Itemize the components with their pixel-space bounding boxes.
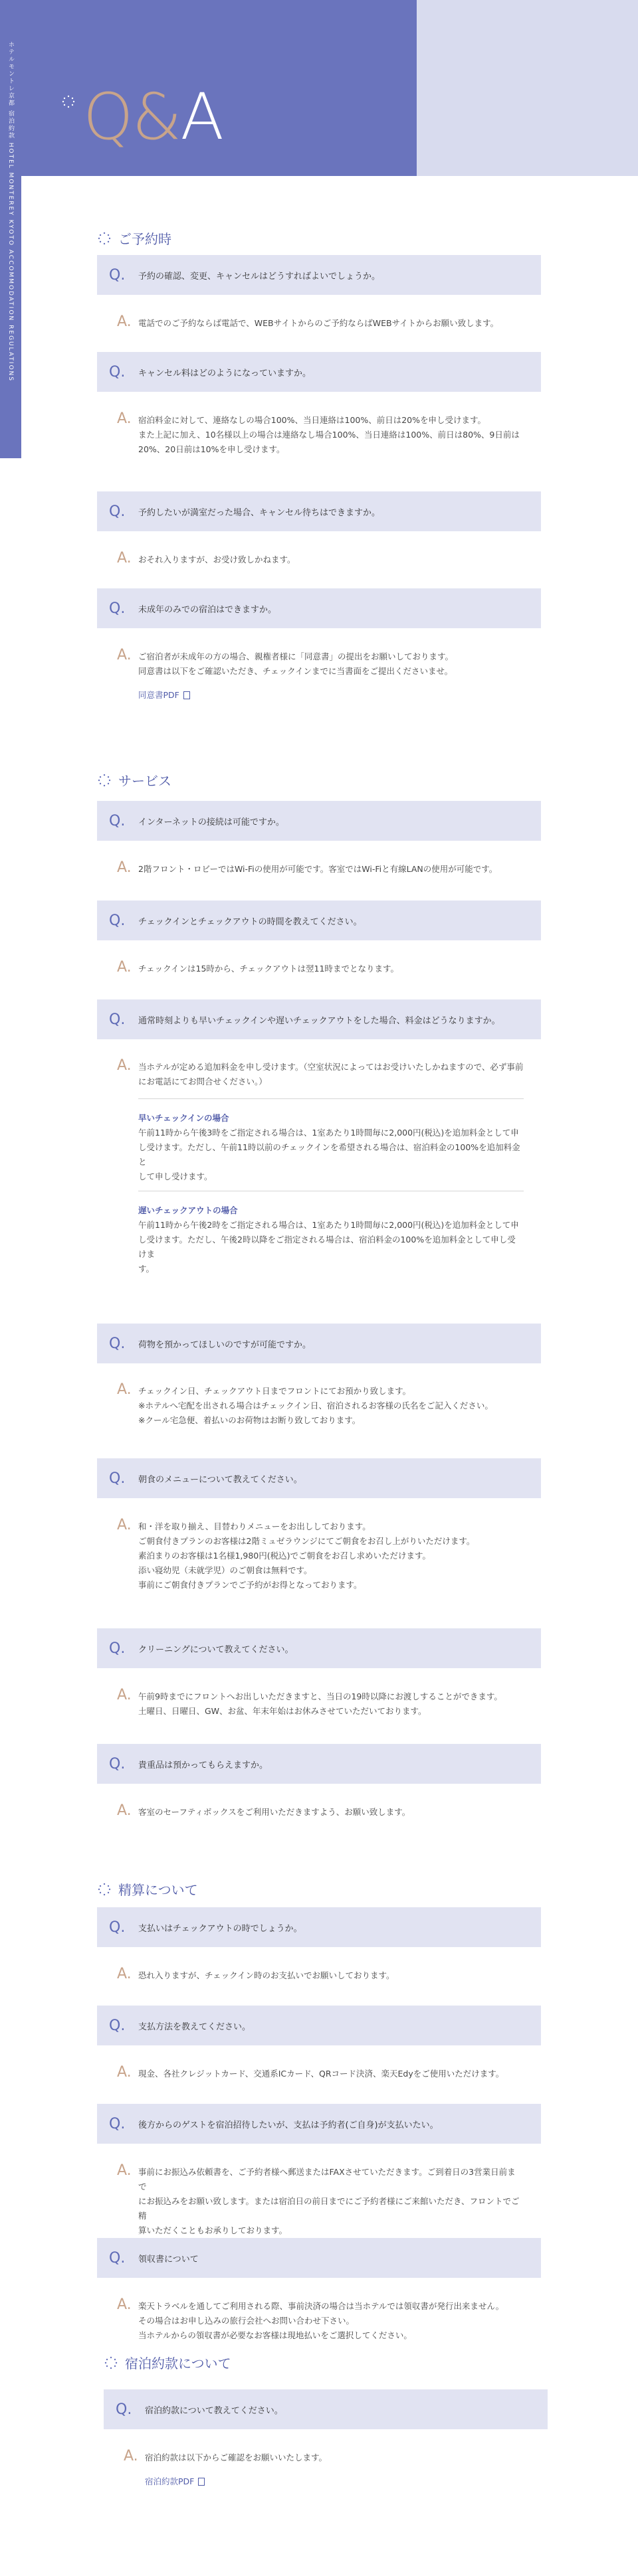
answer-text: 2階フロント・ロビーではWi-Fiの使用が可能です。客室ではWi-Fiと有線LANの使用が可能です。 [138, 864, 498, 874]
answer-text: 同意書は以下をご確認いただき、チェックインまでに当書面をご提出くださいませ。 [138, 666, 453, 676]
answer-block [97, 1380, 541, 1433]
answer-text: ご宿泊者が未成年の方の場合、親権者様に「同意書」の提出をお願いしております。 [138, 651, 454, 661]
question-mark: Q. [109, 1470, 126, 1487]
answer-text: 恐れ入りますが、チェックイン時のお支払いでお願いしております。 [138, 1970, 395, 1980]
question-text: キャンセル料はどのようになっていますか。 [138, 368, 312, 379]
answer-block [97, 2161, 541, 2235]
answer-mark: A. [117, 313, 132, 330]
question-mark: Q. [109, 2115, 126, 2132]
answer-text: す。 [138, 1264, 155, 1274]
answer-text: して申し受けます。 [138, 1171, 213, 1181]
question-text: 宿泊約款について教えてください。 [145, 2405, 283, 2416]
answer-text: チェックインは15時から、チェックアウトは翌11時までとなります。 [138, 964, 399, 974]
answer-block [97, 2295, 541, 2348]
question-mark: Q. [109, 2017, 126, 2034]
answer-text: 午前9時までにフロントへお出しいただきますと、当日の19時以降にお渡しすることができます。 [138, 1691, 502, 1701]
hero-band-light [417, 0, 638, 176]
question-mark: Q. [109, 1011, 126, 1028]
answer-mark: A. [117, 550, 132, 566]
answer-text: おそれ入りますが、お受け致しかねます。 [138, 555, 296, 564]
answer-text: その場合はお申し込みの旅行会社へお問い合わせ下さい。 [138, 2316, 355, 2326]
answer-text: にお電話にてお問合せください。） [138, 1076, 267, 1086]
question-mark: Q. [109, 600, 126, 617]
answer-mark: A. [117, 2162, 132, 2179]
side-brand-text: ホテルモントレ京都 宿泊約款 HOTEL MONTEREY KYOTO ACCOMMODATION REGULATIONS [7, 41, 14, 382]
question-mark: Q. [109, 363, 126, 381]
question-row[interactable] [97, 901, 541, 940]
answer-text: 20%、20日前は10%を申し受けます。 [138, 444, 285, 454]
question-row[interactable] [97, 2238, 541, 2278]
answer-text: チェックイン日、チェックアウト日までフロントにてお預かり致します。 [138, 1386, 411, 1396]
question-text: 未成年のみでの宿泊はできますか。 [138, 604, 277, 615]
answer-text: 宿泊料金に対して、連絡なしの場合100%、当日連絡は100%、前日は20%を申し受けます。 [138, 415, 486, 425]
question-mark: Q. [116, 2401, 132, 2418]
answer-mark: A. [117, 1517, 132, 1533]
answer-block [97, 312, 541, 339]
section-title-service: サービス [97, 770, 171, 790]
answer-text: 素泊まりのお客様は1名様1,980円(税込)でご朝食をお召し求めいただけます。 [138, 1551, 431, 1561]
question-row[interactable] [97, 2104, 541, 2144]
question-row[interactable] [97, 491, 541, 531]
question-row[interactable] [97, 255, 541, 295]
answer-block [97, 958, 541, 984]
section-title-reservation: ご予約時 [97, 228, 171, 248]
answer-text: 当ホテルが定める追加料金を申し受けます。（空室状況によってはお受けいたしかねますので、必ず事前 [138, 1062, 524, 1072]
answer-text: 事前にご朝食付きプランでご予約がお得となっております。 [138, 1580, 362, 1590]
question-row[interactable] [97, 2006, 541, 2045]
question-text: 領収書について [138, 2254, 199, 2265]
side-brand-bar [0, 0, 21, 458]
answer-block [97, 645, 541, 719]
answer-text: 電話でのご予約ならば電話で、WEBサイトからのご予約ならばWEBサイトからお願い致します。 [138, 318, 499, 328]
question-mark: Q. [109, 503, 126, 520]
question-row[interactable] [104, 2389, 548, 2429]
question-text: 後方からのゲストを宿泊招待したいが、支払は予約者(ご自身)が支払いたい。 [138, 2120, 439, 2130]
answer-text: 午前11時から午後2時をご指定される場合は、1室あたり1時間毎に2,000円(税込)を追加料金として申 [138, 1220, 519, 1230]
answer-text: ※クール宅急便、着払いのお荷物はお断り致しております。 [138, 1415, 361, 1425]
question-row[interactable] [97, 588, 541, 628]
pdf-icon [183, 691, 190, 699]
question-text: 支払方法を教えてください。 [138, 2021, 251, 2032]
answer-mark: A. [117, 1057, 132, 1074]
answer-block [97, 2063, 541, 2089]
subheading: 遅いチェックアウトの場合 [138, 1205, 238, 1215]
answer-text: 宿泊約款は以下からご確認をお願いいたします。 [145, 2452, 328, 2462]
question-text: 朝食のメニューについて教えてください。 [138, 1474, 302, 1485]
answer-mark: A. [117, 859, 132, 876]
dots-icon [104, 2356, 118, 2370]
answer-mark: A. [117, 1381, 132, 1398]
question-row[interactable] [97, 1458, 541, 1498]
answer-mark: A. [117, 410, 132, 427]
question-text: 貴重品は預かってもらえますか。 [138, 1760, 268, 1770]
answer-block [97, 1515, 541, 1602]
answer-mark: A. [117, 2064, 132, 2081]
section-title-payment: 精算について [97, 1879, 198, 1899]
page-title: Q&A [83, 80, 223, 154]
question-text: 支払いはチェックアウトの時でしょうか。 [138, 1923, 302, 1934]
answer-block [104, 2447, 548, 2520]
question-row[interactable] [97, 1744, 541, 1784]
question-text: 荷物を預かってほしいのですが可能ですか。 [138, 1339, 312, 1350]
section-title-terms: 宿泊約款について [104, 2353, 231, 2372]
pdf-icon [198, 2478, 205, 2486]
divider [138, 1098, 524, 1099]
answer-mark: A. [117, 1802, 132, 1819]
question-mark: Q. [109, 912, 126, 929]
answer-mark: A. [117, 2296, 132, 2313]
answer-text: 午前11時から午後3時をご指定される場合は、1室あたり1時間毎に2,000円(税込)を追加料金として申 [138, 1128, 519, 1138]
question-row[interactable] [97, 352, 541, 392]
question-text: 予約の確認、変更、キャンセルはどうすればよいでしょうか。 [138, 271, 381, 282]
answer-text: 和・洋を取り揃え、目替わりメニューをお出ししております。 [138, 1521, 371, 1531]
answer-text: し受けます。ただし、午前11時以前のチェックインを希望される場合は、宿泊料金の100%を追加料金と [138, 1142, 520, 1167]
dots-icon [61, 94, 76, 109]
question-text: チェックインとチェックアウトの時間を教えてください。 [138, 916, 362, 927]
answer-block [97, 1685, 541, 1725]
question-mark: Q. [109, 1335, 126, 1352]
question-row[interactable] [97, 1628, 541, 1668]
answer-text: にお振込みをお願い致します。または宿泊日の前日までにご予約者様にご来館いただき、フロントでご精 [138, 2196, 520, 2221]
answer-text: ※ホテルへ宅配を出される場合はチェックイン日、宿泊されるお客様の氏名をご記入ください。 [138, 1401, 493, 1411]
answer-mark: A. [124, 2448, 138, 2464]
question-text: インターネットの接続は可能ですか。 [138, 817, 284, 827]
question-text: 通常時刻よりも早いチェックインや遅いチェックアウトをした場合、料金はどうなりますか。 [138, 1015, 500, 1026]
answer-text: 土曜日、日曜日、GW、お盆、年末年始はお休みさせていただいております。 [138, 1706, 427, 1716]
answer-text: 楽天トラベルを通してご利用される際、事前決済の場合は当ホテルでは領収書が発行出来ません。 [138, 2301, 504, 2311]
answer-text: 添い寝幼児（未就学児）のご朝食は無料です。 [138, 1565, 312, 1575]
answer-block [97, 549, 541, 575]
terms-pdf-link[interactable]: 宿泊約款PDF [145, 2474, 205, 2489]
question-mark: Q. [109, 2249, 126, 2267]
question-row[interactable] [97, 999, 541, 1039]
answer-text: 現金、各社クレジットカード、交通系ICカード、QRコード決済、楽天Edyをご使用いただけます。 [138, 2069, 504, 2079]
answer-block [97, 1056, 541, 1308]
question-mark: Q. [109, 1755, 126, 1772]
answer-mark: A. [117, 959, 132, 976]
answer-text: 客室のセーフティボックスをご利用いただきますよう、お願い致します。 [138, 1807, 411, 1817]
answer-mark: A. [117, 647, 132, 663]
hero [0, 0, 638, 176]
question-row[interactable] [97, 1907, 541, 1947]
subheading: 早いチェックインの場合 [138, 1113, 229, 1123]
question-mark: Q. [109, 266, 126, 284]
dots-icon [97, 231, 112, 246]
answer-block [97, 858, 541, 885]
answer-block [97, 409, 541, 462]
answer-block [97, 1801, 541, 1828]
dots-icon [97, 1882, 112, 1897]
dots-icon [97, 773, 112, 788]
question-row[interactable] [97, 1324, 541, 1363]
answer-text: ご朝食付きプランのお客様は2階ミュゼラウンジにてご朝食をお召し上がりいただけます。 [138, 1536, 475, 1546]
answer-text: また上記に加え、10名様以上の場合は連絡なし場合100%、当日連絡は100%、前日は80%、9日前は [138, 430, 520, 440]
answer-text: 算いただくこともお承りしております。 [138, 2225, 288, 2235]
question-mark: Q. [109, 1919, 126, 1936]
answer-text: し受けます。ただし、午後2時以降をご指定される場合は、宿泊料金の100%を追加料金として申し受けま [138, 1235, 516, 1259]
answer-text: 当ホテルからの領収書が必要なお客様は現地払いをご選択してください。 [138, 2330, 412, 2340]
answer-mark: A. [117, 1687, 132, 1703]
question-row[interactable] [97, 801, 541, 841]
question-mark: Q. [109, 1640, 126, 1657]
consent-pdf-link[interactable]: 同意書PDF [138, 688, 190, 703]
answer-mark: A. [117, 1966, 132, 1982]
question-text: 予約したいが満室だった場合、キャンセル待ちはできますか。 [138, 507, 381, 518]
question-mark: Q. [109, 812, 126, 829]
answer-text: 事前にお振込み依頼書を、ご予約者様へ郵送またはFAXさせていただきます。ご到着日の3営業日前まで [138, 2167, 516, 2191]
question-text: クリーニングについて教えてください。 [138, 1644, 294, 1655]
answer-block [97, 1964, 541, 1991]
